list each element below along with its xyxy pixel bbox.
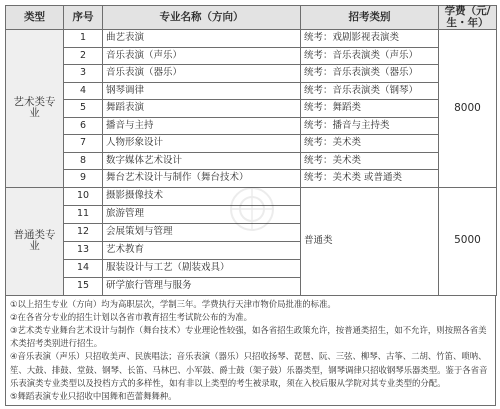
table-row xyxy=(6,30,497,48)
category-cell: 统考：音乐表演类（声乐） xyxy=(301,47,439,65)
seq-cell: 9 xyxy=(64,170,103,188)
seq-cell: 15 xyxy=(64,277,103,295)
note-3: ③艺术类专业舞台艺术设计与制作（舞台技术）专业理论性较强，如各省招生政策允许，按普通类招生，如不允许，则按照各省美术类招考类别进行招生。 xyxy=(10,325,487,349)
category-cell: 统考：美术类 xyxy=(301,135,439,153)
major-cell: 音乐表演（声乐） xyxy=(103,47,301,65)
major-cell: 艺术教育 xyxy=(103,241,301,259)
category-cell: 统考：播音与主持类 xyxy=(301,117,439,135)
seq-cell: 1 xyxy=(64,30,103,48)
major-cell: 曲艺表演 xyxy=(103,30,301,48)
table-row xyxy=(6,82,497,100)
seq-cell: 7 xyxy=(64,135,103,153)
seq-cell: 11 xyxy=(64,205,103,223)
header-major: 专业名称（方向） xyxy=(103,6,301,30)
major-cell: 舞蹈表演 xyxy=(103,100,301,118)
table-header-row xyxy=(6,6,497,30)
seq-cell: 3 xyxy=(64,65,103,83)
seq-cell: 12 xyxy=(64,223,103,241)
watermark-logo-icon xyxy=(228,185,276,233)
header-seq: 序号 xyxy=(64,6,103,30)
category-cell: 统考：美术类 或普通类 xyxy=(301,170,439,188)
category-cell: 统考：音乐表演类（器乐） xyxy=(301,65,439,83)
header-type: 类型 xyxy=(6,6,64,30)
major-cell: 旅游管理 xyxy=(103,205,301,223)
major-cell: 会展策划与管理 xyxy=(103,223,301,241)
seq-cell: 8 xyxy=(64,152,103,170)
seq-cell: 13 xyxy=(64,241,103,259)
note-5: ⑤舞蹈表演专业只招收中国舞和芭蕾舞舞种。 xyxy=(10,391,177,402)
header-category: 招考类别 xyxy=(301,6,439,30)
category-cell: 统考：音乐表演类（钢琴） xyxy=(301,82,439,100)
major-cell: 摄影摄像技术 xyxy=(103,187,301,205)
note-2: ②在各省分专业的招生计划以各省市教育招生考试院公布的为准。 xyxy=(10,311,253,322)
table-row xyxy=(6,65,497,83)
fee-cell-art: 8000 xyxy=(439,30,497,188)
seq-cell: 4 xyxy=(64,82,103,100)
table-row xyxy=(6,47,497,65)
note-4: ④音乐表演（声乐）只招收美声、民族唱法；音乐表演（器乐）只招收扬琴、琵琶、阮、三弦、柳琴、古筝、二胡、竹笛、唢呐、笙、大鼓、排鼓、堂鼓、钢琴、长笛、马林巴、小军鼓、爵士鼓（架子鼓）乐器类型，钢琴调律只招收钢琴乐器类型。鉴于各省音乐表演类专业类型以及投档方式的多样性，如有非以上类型的考生被录取，须在入校后服从学院对其专业类型的分配。 xyxy=(10,351,488,388)
table-row xyxy=(6,135,497,153)
major-cell: 播音与主持 xyxy=(103,117,301,135)
type-cell-general: 普通类专业 xyxy=(6,187,64,295)
seq-cell: 6 xyxy=(64,117,103,135)
seq-cell: 2 xyxy=(64,47,103,65)
fee-cell-general: 5000 xyxy=(439,187,497,295)
major-cell: 音乐表演（器乐） xyxy=(103,65,301,83)
category-cell: 统考：美术类 xyxy=(301,152,439,170)
major-cell: 服装设计与工艺（剧装戏具） xyxy=(103,259,301,277)
category-cell: 统考：戏剧影视表演类 xyxy=(301,30,439,48)
table-row xyxy=(6,100,497,118)
enrollment-table xyxy=(5,5,497,296)
category-cell-general: 普通类 xyxy=(301,187,439,295)
major-cell: 数字媒体艺术设计 xyxy=(103,152,301,170)
seq-cell: 14 xyxy=(64,259,103,277)
header-fee: 学费（元/生・年） xyxy=(439,6,497,30)
table-row xyxy=(6,152,497,170)
note-1: ①以上招生专业（方向）均为高职层次，学制三年。学费执行天津市物价局批准的标准。 xyxy=(10,298,336,309)
type-cell-art: 艺术类专业 xyxy=(6,30,64,188)
notes-box xyxy=(5,296,496,407)
table-row xyxy=(6,117,497,135)
major-cell: 研学旅行管理与服务 xyxy=(103,277,301,295)
seq-cell: 10 xyxy=(64,187,103,205)
major-cell: 舞台艺术设计与制作（舞台技术） xyxy=(103,170,301,188)
category-cell: 统考：舞蹈类 xyxy=(301,100,439,118)
major-cell: 钢琴调律 xyxy=(103,82,301,100)
seq-cell: 5 xyxy=(64,100,103,118)
major-cell: 人物形象设计 xyxy=(103,135,301,153)
